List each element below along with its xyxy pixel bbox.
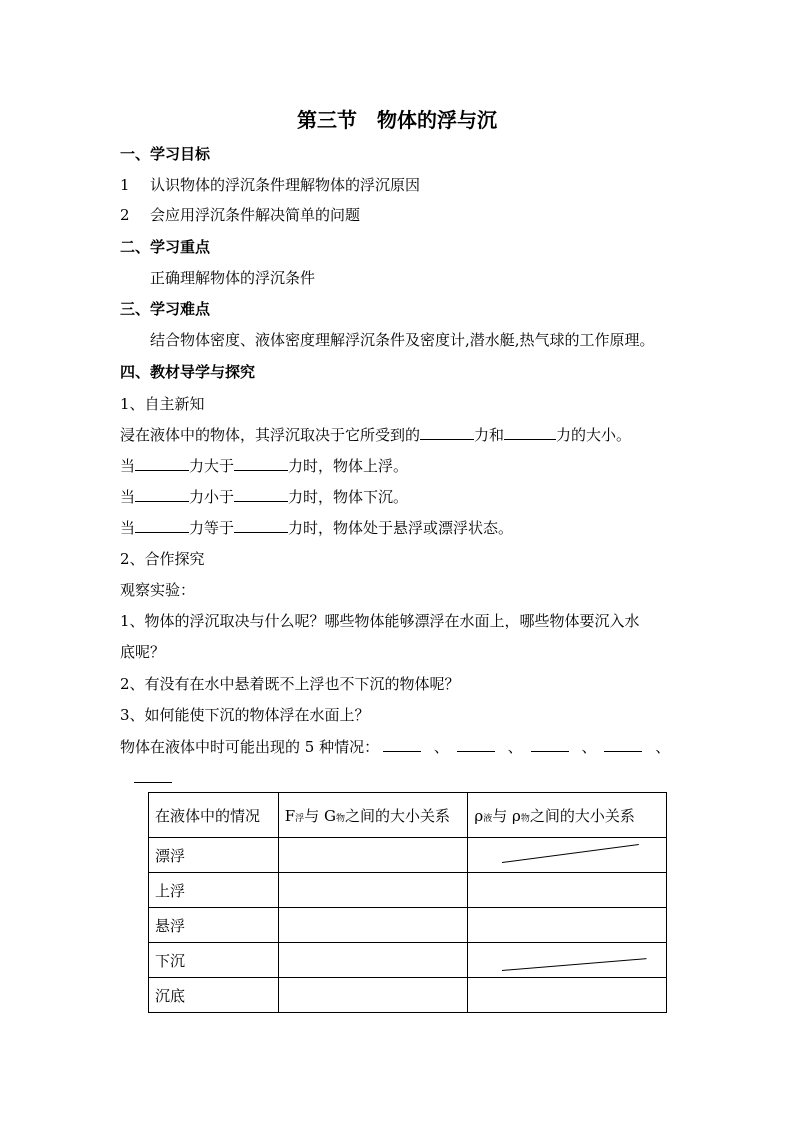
question-text: 力时，物体上浮。 <box>288 457 409 475</box>
answer-blank[interactable] <box>134 768 172 783</box>
condition-sink <box>120 487 408 507</box>
observe-label: 观察实验： <box>120 581 196 599</box>
goal-text: 认识物体的浮沉条件理解物体的浮沉原因 <box>150 176 421 194</box>
table-row <box>149 978 667 1013</box>
answer-cell[interactable] <box>278 978 468 1013</box>
question-text: 当 <box>120 488 136 506</box>
header-text: 之间的大小关系 <box>344 806 450 825</box>
answer-blank[interactable] <box>234 518 288 533</box>
row-label: 下沉 <box>149 943 279 978</box>
symbol-f: F <box>284 806 296 825</box>
section-heading-key-points: 二、学习重点 <box>120 238 211 256</box>
goal-number: 1 <box>120 176 130 194</box>
answer-blank[interactable] <box>135 487 189 502</box>
subsection-self-study: 1、自主新知 <box>120 395 205 413</box>
goal-number: 2 <box>120 206 130 224</box>
table-row <box>149 943 667 978</box>
five-cases-line <box>120 737 678 757</box>
question-text: 力时，物体处于悬浮或漂浮状态。 <box>288 519 514 537</box>
subscript: 液 <box>483 813 493 824</box>
difficulties-text: 结合物体密度、液体密度理解浮沉条件及密度计,潜水艇,热气球的工作原理。 <box>150 331 655 349</box>
row-label: 漂浮 <box>149 838 279 873</box>
question-text: 浸在液体中的物体，其浮沉取决于它所受到的 <box>120 426 421 444</box>
five-cases-line-2 <box>134 768 172 788</box>
header-text: 之间的大小关系 <box>529 806 635 825</box>
question-text: 物体在液体中时可能出现的 5 种情况： <box>120 738 380 756</box>
row-label: 沉底 <box>149 978 279 1013</box>
answer-cell[interactable] <box>278 943 468 978</box>
answer-blank[interactable] <box>504 425 556 440</box>
answer-blank[interactable] <box>604 737 642 752</box>
table-row <box>149 873 667 908</box>
answer-blank[interactable] <box>531 737 569 752</box>
answer-blank[interactable] <box>457 737 495 752</box>
header-cell-situation: 在液体中的情况 <box>149 793 279 838</box>
header-text: 与 ρ <box>492 806 521 825</box>
row-label: 上浮 <box>149 873 279 908</box>
question-1-line-1: 1、物体的浮沉取决与什么呢？哪些物体能够漂浮在水面上，哪些物体要沉入水 <box>120 612 640 630</box>
separator: 、 <box>507 738 523 756</box>
answer-cell[interactable] <box>468 908 667 943</box>
answer-blank[interactable] <box>135 518 189 533</box>
question-buoyancy <box>120 425 631 445</box>
question-text: 力时，物体下沉。 <box>288 488 409 506</box>
question-text: 力等于 <box>189 519 235 537</box>
answer-cell[interactable] <box>468 978 667 1013</box>
section-heading-difficulties: 三、学习难点 <box>120 300 211 318</box>
header-cell-density <box>468 793 667 838</box>
question-2: 2、有没有在水中悬着既不上浮也不下沉的物体呢？ <box>120 675 460 693</box>
question-text: 力小于 <box>189 488 235 506</box>
question-3: 3、如何能使下沉的物体浮在水面上？ <box>120 706 370 724</box>
table-row <box>149 838 667 873</box>
question-text: 当 <box>120 519 136 537</box>
key-points-text: 正确理解物体的浮沉条件 <box>150 269 316 287</box>
answer-cell[interactable] <box>278 908 468 943</box>
condition-rise <box>120 456 408 476</box>
subscript: 物 <box>520 813 530 824</box>
buoyancy-table <box>148 792 667 1013</box>
separator: 、 <box>655 738 671 756</box>
goal-text: 会应用浮沉条件解决简单的问题 <box>150 206 361 224</box>
answer-blank[interactable] <box>234 487 288 502</box>
goal-item-2 <box>120 205 360 225</box>
question-text: 力和 <box>474 426 505 444</box>
section-heading-study: 四、教材导学与探究 <box>120 363 256 381</box>
goal-item-1 <box>120 175 420 195</box>
answer-blank[interactable] <box>234 456 288 471</box>
answer-blank[interactable] <box>420 425 474 440</box>
page-title: 第三节 物体的浮与沉 <box>297 108 497 132</box>
section-heading-goals: 一、学习目标 <box>120 145 211 163</box>
question-text: 力大于 <box>189 457 235 475</box>
separator: 、 <box>581 738 597 756</box>
answer-cell[interactable] <box>468 943 667 978</box>
answer-cell[interactable] <box>278 838 468 873</box>
condition-suspend <box>120 518 513 538</box>
subscript: 浮 <box>295 813 305 824</box>
answer-cell[interactable] <box>468 838 667 873</box>
table-row <box>149 908 667 943</box>
symbol-rho: ρ <box>474 806 484 825</box>
subscript: 物 <box>335 813 345 824</box>
question-text: 力的大小。 <box>556 426 632 444</box>
question-1-line-2: 底呢？ <box>120 643 166 661</box>
header-text: 与 G <box>304 806 336 825</box>
table-header-row <box>149 793 667 838</box>
separator: 、 <box>433 738 449 756</box>
subsection-cooperative: 2、合作探究 <box>120 550 205 568</box>
answer-cell[interactable] <box>468 873 667 908</box>
answer-cell[interactable] <box>278 873 468 908</box>
answer-blank[interactable] <box>135 456 189 471</box>
answer-blank[interactable] <box>383 737 421 752</box>
row-label: 悬浮 <box>149 908 279 943</box>
header-cell-force <box>278 793 468 838</box>
question-text: 当 <box>120 457 136 475</box>
